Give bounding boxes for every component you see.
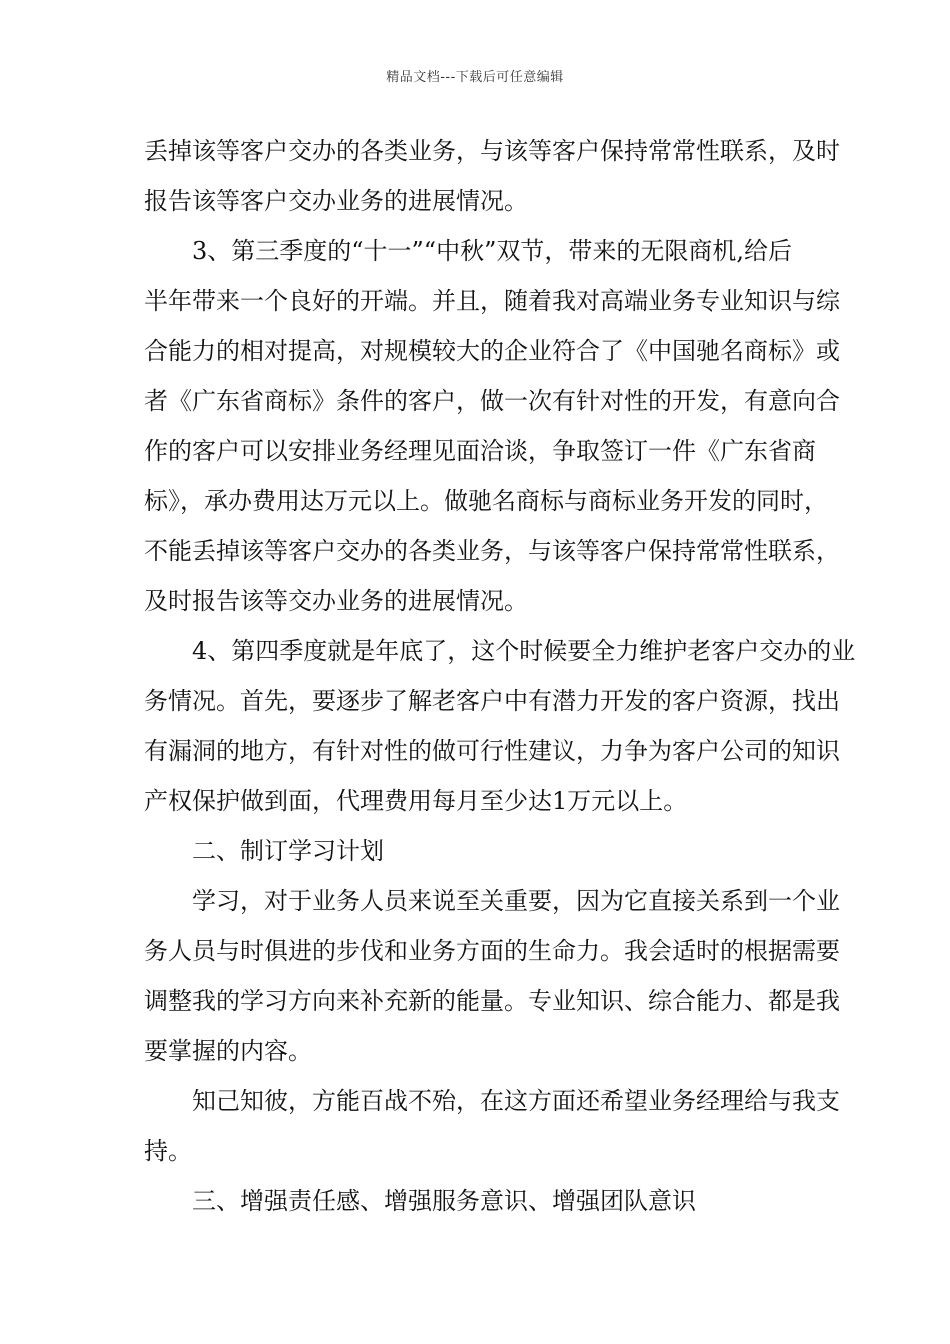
text-line: 丢掉该等客户交办的各类业务，与该等客户保持常常性联系，及时: [144, 137, 840, 165]
text-line: 半年带来一个良好的开端。并且，随着我对高端业务专业知识与综: [144, 287, 840, 315]
text-line: 要掌握的内容。: [144, 1037, 312, 1065]
text-line: 合能力的相对提高，对规模较大的企业符合了《中国驰名商标》或: [144, 337, 840, 365]
text-line: 知己知彼，方能百战不殆，在这方面还希望业务经理给与我支: [192, 1087, 840, 1115]
text-line: 有漏洞的地方，有针对性的做可行性建议，力争为客户公司的知识: [144, 737, 840, 765]
section-heading: 三、增强责任感、增强服务意识、增强团队意识: [192, 1187, 696, 1215]
text-line: 报告该等客户交办业务的进展情况。: [144, 187, 528, 215]
text-line: 务情况。首先，要逐步了解老客户中有潜力开发的客户资源，找出: [144, 687, 840, 715]
text-line: 产权保护做到面，代理费用每月至少达1万元以上。: [144, 787, 688, 815]
text-line: 及时报告该等交办业务的进展情况。: [144, 587, 528, 615]
page-header: 精品文档---下载后可任意编辑: [386, 70, 564, 85]
text-line: 学习，对于业务人员来说至关重要，因为它直接关系到一个业: [192, 887, 840, 915]
text-line: 作的客户可以安排业务经理见面洽谈，争取签订一件《广东省商: [144, 437, 816, 465]
text-line: 4、第四季度就是年底了，这个时候要全力维护老客户交办的业: [192, 637, 856, 665]
text-line: 3、第三季度的“十一”“中秋”双节，带来的无限商机,给后: [192, 237, 792, 265]
document-body: [144, 126, 856, 1226]
text-line: 务人员与时俱进的步伐和业务方面的生命力。我会适时的根据需要: [144, 937, 840, 965]
text-line: 持。: [144, 1137, 192, 1165]
text-line: 标》，承办费用达万元以上。做驰名商标与商标业务开发的同时，: [144, 487, 828, 515]
text-line: 不能丢掉该等客户交办的各类业务，与该等客户保持常常性联系，: [144, 537, 840, 565]
section-heading: 二、制订学习计划: [192, 837, 384, 865]
text-line: 者《广东省商标》条件的客户，做一次有针对性的开发，有意向合: [144, 387, 840, 415]
text-line: 调整我的学习方向来补充新的能量。专业知识、综合能力、都是我: [144, 987, 840, 1015]
